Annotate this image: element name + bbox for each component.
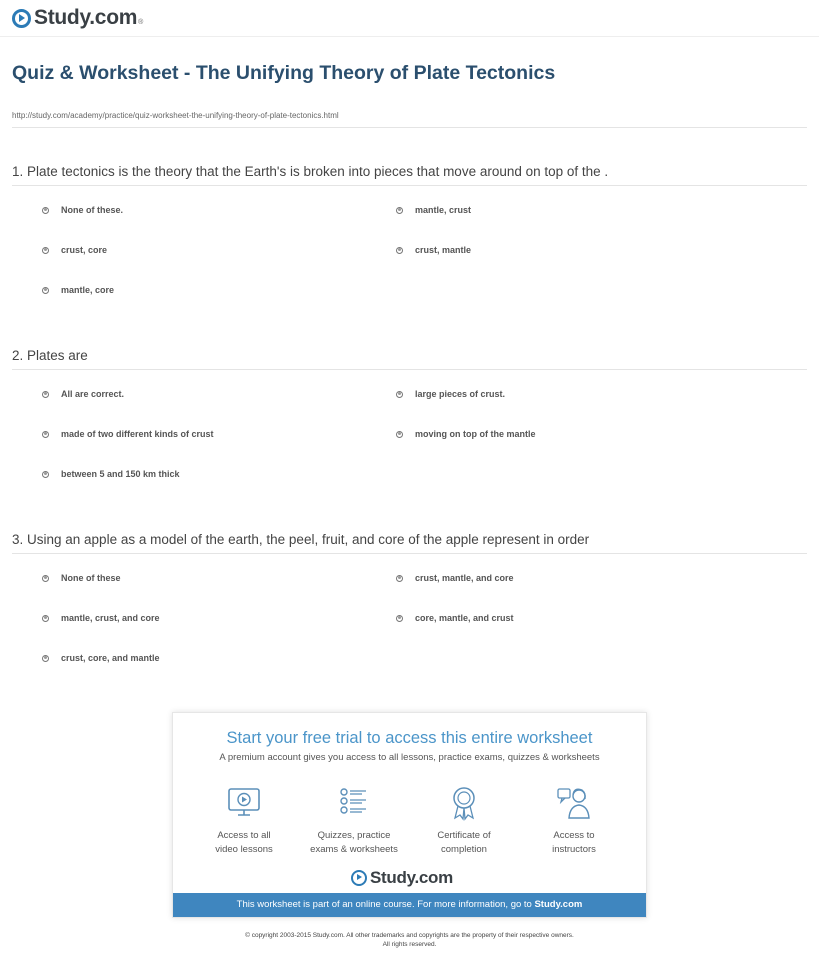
feature-label: exams & worksheets <box>310 844 398 855</box>
answer-label: mantle, crust, and core <box>61 613 160 623</box>
answer-option[interactable] <box>42 613 160 623</box>
radio-button[interactable] <box>42 471 49 478</box>
answer-label: crust, core, and mantle <box>61 653 160 663</box>
feature-label: Certificate of <box>437 830 491 841</box>
instructor-icon <box>554 783 594 823</box>
feature-label: video lessons <box>215 844 273 855</box>
answer-option[interactable] <box>42 573 121 583</box>
feature-label: Quizzes, practice <box>317 830 391 841</box>
answer-label: crust, mantle, and core <box>415 573 514 583</box>
feature-label: Access to <box>553 830 595 841</box>
page-title: Quiz & Worksheet - The Unifying Theory of Plate Tectonics <box>12 62 556 84</box>
page-url: http://study.com/academy/practice/quiz-worksheet-the-unifying-theory-of-plate-tectonics.html <box>12 111 339 120</box>
question-3: 3. Using an apple as a model of the earth, the peel, fruit, and core of the apple represent in order <box>12 532 590 547</box>
answer-option[interactable] <box>396 205 471 215</box>
copyright-line: © copyright 2003-2015 Study.com. All other trademarks and copyrights are the property of their respective owners. <box>245 932 574 939</box>
feature-label: completion <box>441 844 487 855</box>
feature-video-lessons <box>189 783 299 857</box>
copyright-line: All rights reserved. <box>382 941 437 948</box>
radio-button[interactable] <box>42 575 49 582</box>
copyright <box>0 931 819 949</box>
radio-button[interactable] <box>396 391 403 398</box>
answer-label: crust, mantle <box>415 245 472 255</box>
course-info-text: This worksheet is part of an online course. For more information, go to <box>236 899 535 910</box>
feature-quizzes <box>299 783 409 857</box>
answer-label: made of two different kinds of crust <box>61 429 214 439</box>
divider <box>12 127 807 128</box>
answer-label: mantle, core <box>61 285 115 295</box>
logo-trademark: ® <box>138 19 144 26</box>
radio-button[interactable] <box>396 207 403 214</box>
radio-button[interactable] <box>396 247 403 254</box>
answer-option[interactable] <box>396 389 505 399</box>
answer-label: mantle, crust <box>415 205 472 215</box>
answer-label: None of these <box>61 573 121 583</box>
radio-button[interactable] <box>42 247 49 254</box>
study-logo[interactable] <box>12 6 143 30</box>
answer-label: core, mantle, and crust <box>415 613 514 623</box>
header-divider <box>0 36 819 37</box>
radio-button[interactable] <box>396 615 403 622</box>
question-1: 1. Plate tectonics is the theory that the Earth's is broken into pieces that move around on top of the . <box>12 164 609 179</box>
feature-certificate <box>409 783 519 857</box>
answer-option[interactable] <box>42 429 214 439</box>
radio-button[interactable] <box>42 615 49 622</box>
divider <box>12 553 807 554</box>
logo-text: Study.com <box>34 6 138 29</box>
feature-label: instructors <box>552 844 596 855</box>
answer-label: between 5 and 150 km thick <box>61 469 180 479</box>
quiz-list-icon <box>334 783 374 823</box>
logo-text: Study.com <box>370 868 453 887</box>
answer-label: moving on top of the mantle <box>415 429 536 439</box>
radio-button[interactable] <box>42 287 49 294</box>
answer-option[interactable] <box>42 245 107 255</box>
answer-option[interactable] <box>396 573 514 583</box>
feature-label: Access to all <box>217 830 271 841</box>
radio-button[interactable] <box>42 391 49 398</box>
promo-subtitle: A premium account gives you access to all lessons, practice exams, quizzes & worksheets <box>219 752 600 763</box>
play-circle-icon <box>351 870 367 886</box>
play-circle-icon <box>12 9 31 28</box>
radio-button[interactable] <box>42 431 49 438</box>
radio-button[interactable] <box>396 431 403 438</box>
promo-title[interactable]: Start your free trial to access this entire worksheet <box>226 729 593 747</box>
feature-instructors <box>519 783 629 857</box>
question-2: 2. Plates are <box>12 348 88 363</box>
divider <box>12 185 807 186</box>
answer-option[interactable] <box>42 469 180 479</box>
answer-option[interactable] <box>396 613 514 623</box>
promo-study-logo[interactable] <box>351 868 453 888</box>
answer-option[interactable] <box>42 653 160 663</box>
answer-label: crust, core <box>61 245 108 255</box>
course-info-bar <box>173 893 646 917</box>
answer-option[interactable] <box>42 389 124 399</box>
answer-option[interactable] <box>396 429 536 439</box>
answer-option[interactable] <box>396 245 471 255</box>
study-link[interactable]: Study.com <box>534 899 583 910</box>
answer-label: All are correct. <box>61 389 125 399</box>
radio-button[interactable] <box>396 575 403 582</box>
answer-option[interactable] <box>42 205 123 215</box>
radio-button[interactable] <box>42 655 49 662</box>
answer-label: large pieces of crust. <box>415 389 506 399</box>
video-lesson-icon <box>224 783 264 823</box>
answer-label: None of these. <box>61 205 124 215</box>
certificate-icon <box>444 783 484 823</box>
radio-button[interactable] <box>42 207 49 214</box>
divider <box>12 369 807 370</box>
answer-option[interactable] <box>42 285 114 295</box>
free-trial-promo <box>172 712 647 918</box>
